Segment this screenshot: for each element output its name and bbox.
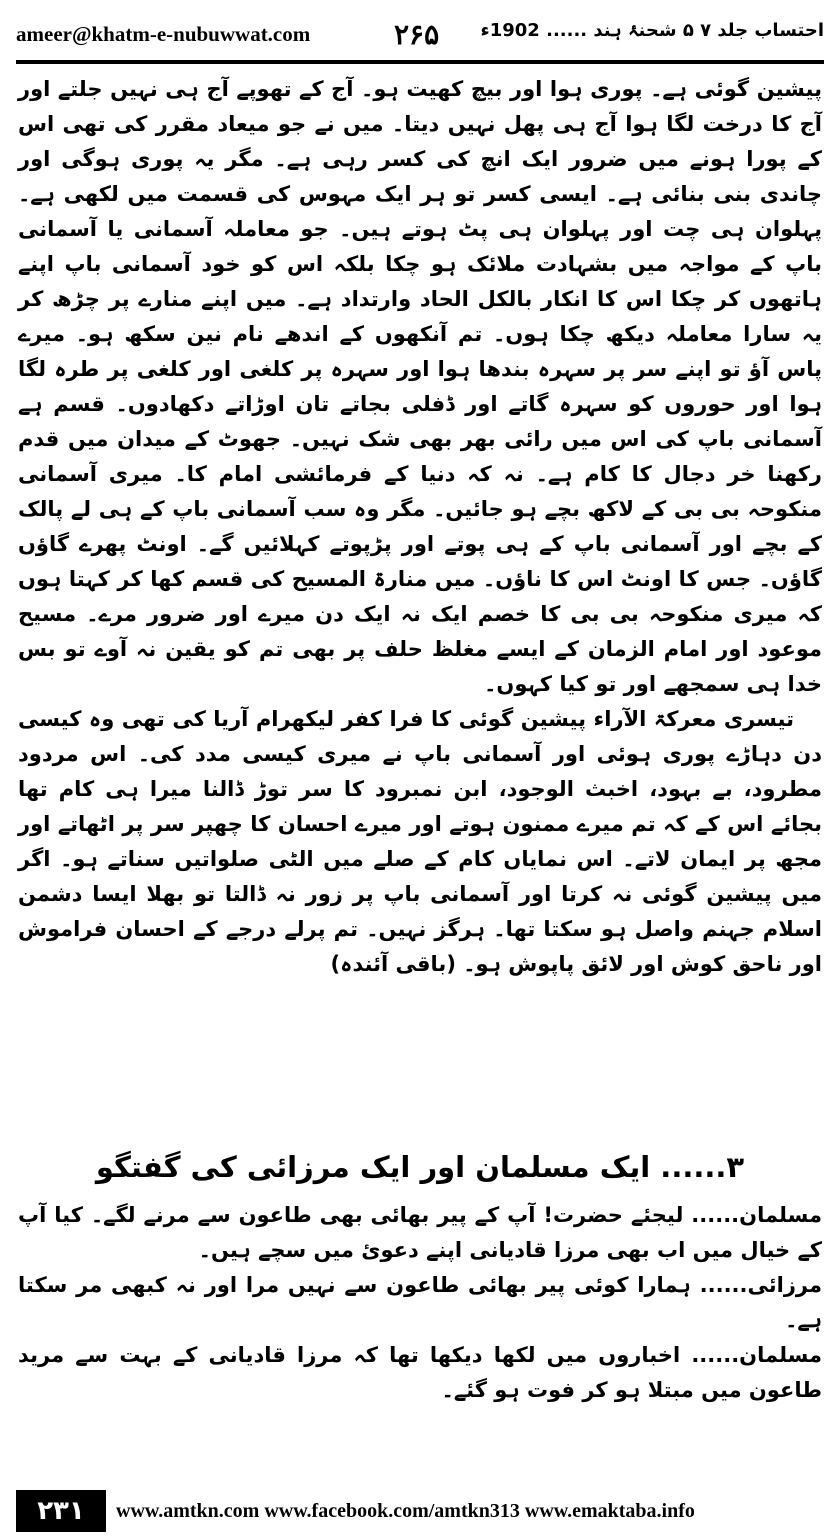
dialogue: [18, 1198, 822, 1408]
dialogue-text: لیجئے حضرت! آپ کے پیر بھائی بھی طاعون سے مرنے لگے۔ کیا آپ کے خیال میں اب بھی مرزا قادیانی اپنے دعوئ میں سچے ہیں۔: [18, 1203, 822, 1262]
dialogue-line: [18, 1268, 822, 1338]
footer-page-number: ۲۳۱: [16, 1490, 106, 1532]
header-title: احتساب جلد ۷ ۵ شحنۂ ہند ...... 1902ء: [480, 20, 824, 41]
paragraph: پیشین گوئی ہے۔ پوری ہوا اور بیچ کھیت ہو۔ آج کے تھوپے آج ہی نہیں جلتے اور آج کا درخت لگا ہوا آج ہی پھل نہیں دیتا۔ میں نے جو میعاد مقرر کی تھی اس کے پورا ہونے میں ضرور ایک انچ کی کسر رہی ہے۔ مگر یہ پوری ہوگی اور چاندی بنی بنائی ہے۔ ایسی کسر تو ہر ایک مہوس کی قسمت میں لکھی ہے۔ پہلوان ہی چت اور پہلوان ہی پٹ ہوتے ہیں۔ جو معاملہ آسمانی یا آسمانی باپ کے مواجہ میں بشہادت ملائک ہو چکا بلکہ اس کو خود آسمانی باپ اپنے ہاتھوں کر چکا اس کا انکار بالکل الحاد وارتداد ہے۔ میں اپنے منارے پر چڑھ کر یہ سارا معاملہ دیکھ چکا ہوں۔ تم آنکھوں کے اندھے نام نین سکھ ہو۔ میرے پاس آؤ تو اپنے سر پر سہرہ بندھا ہوا اور سہرہ پر کلغی اور کلغی پر طرہ لگا ہوا اور حوروں کو سہرہ گاتے اور ڈفلی بجاتے تان اوڑاتے دکھادوں۔ قسم ہے آسمانی باپ کی اس میں رائی بھر بھی شک نہیں۔ جھوٹ کے میدان میں قدم رکھنا خر دجال کا کام ہے۔ نہ کہ دنیا کے فرمائشی امام کا۔ میری آسمانی منکوحہ بی بی کے لاکھ بچے ہو جائیں۔ مگر وہ سب آسمانی باپ کے ہی لے پالک کے بچے اور آسمانی باپ کے ہی پوتے اور پڑپوتے کہلائیں گے۔ اونٹ پھرے گاؤں گاؤں۔ جس کا اونٹ اس کا ناؤں۔ میں منارۃ المسیح کی قسم کھا کر کہتا ہوں کہ میری منکوحہ بی بی کا خصم ایک نہ ایک دن میرے اور ضرور مرے۔ مسیح موعود اور امام الزمان کے ایسے مغلظ حلف پر بھی تم کو یقین نہ آوے تو بس خدا ہی سمجھے اور تو کیا کہوں۔: [18, 77, 822, 696]
header-email: ameer@khatm-e-nubuwwat.com: [16, 22, 311, 46]
header-divider: [16, 60, 824, 64]
footer-links[interactable]: www.amtkn.com www.facebook.com/amtkn313 www.emaktaba.info: [116, 1500, 695, 1522]
speaker-label: مسلمان......: [691, 1343, 823, 1367]
dialogue-text: اخباروں میں لکھا دیکھا تھا کہ مرزا قادیانی کے بہت سے مرید طاعون میں مبتلا ہو کر فوت ہو گئے۔: [18, 1343, 822, 1402]
speaker-label: مسلمان......: [691, 1203, 822, 1227]
dialogue-text: ہمارا کوئی پیر بھائی طاعون سے نہیں مرا اور نہ کبھی مر سکتا ہے۔: [18, 1273, 822, 1332]
main-text: [18, 72, 822, 982]
page-footer: [16, 1490, 824, 1532]
dialogue-line: [18, 1338, 822, 1408]
paragraph: تیسری معرکۃ الآراء پیشین گوئی کا فرا کفر لیکھرام آریا کی تھی وہ کیسی دن دہاڑے پوری ہوئی اور آسمانی باپ نے میری کیسی مدد کی۔ اس مردود مطرود، بے بہود، اخبث الوجود، ابن نمبرود کا سر توڑ ڈالنا میرا ہی کام تھا بجائے اس کے کہ تم میرے ممنون ہوتے اور میرے احسان کا چھپر سر پر اٹھاتے اور مجھ پر ایمان لاتے۔ اس نمایاں کام کے صلے میں الٹی صلواتیں سناتے ہو۔ اگر میں پیشین گوئی نہ کرتا اور آسمانی باپ پر زور نہ ڈالتا تو بھلا ایسا دشمن اسلام جہنم واصل ہو سکتا تھا۔ ہرگز نہیں۔ تم پرلے درجے کے احسان فراموش اور ناحق کوش اور لائق پاپوش ہو۔ (باقی آئندہ): [18, 707, 822, 976]
page-header: [16, 18, 824, 58]
speaker-label: مرزائی......: [699, 1273, 822, 1297]
dialogue-line: [18, 1198, 822, 1268]
section-heading: ۳...... ایک مسلمان اور ایک مرزائی کی گفتگو: [95, 1150, 745, 1184]
header-page-number: ۲۶۵: [394, 18, 440, 51]
